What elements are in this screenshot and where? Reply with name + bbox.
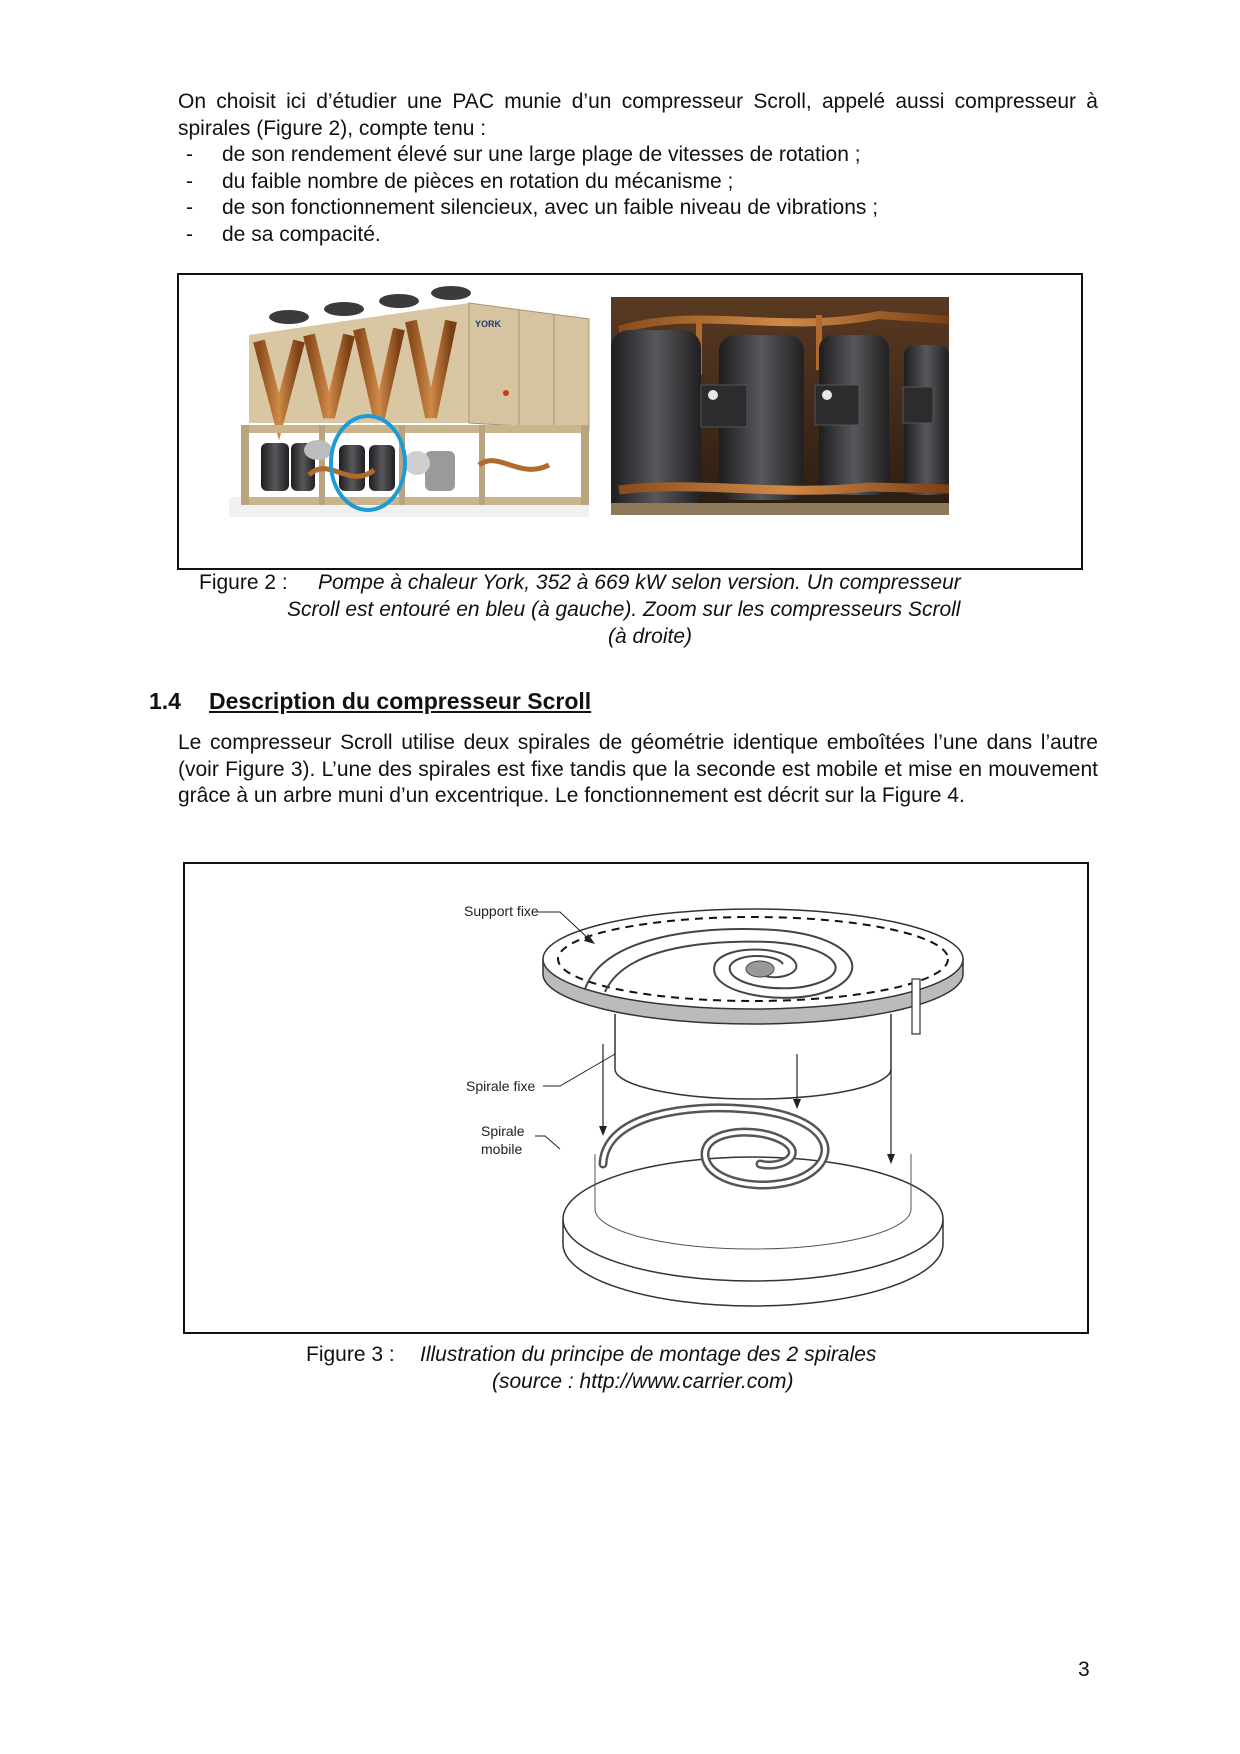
section-number: 1.4 [149,688,181,714]
body-paragraph: Le compresseur Scroll utilise deux spirales de géométrie identique emboîtées l’une dans l’autre (voir Figure 3). L’une des spirales est fixe tandis que la seconde est mobile et mise en mouvement grâce à un arbre muni d’un excentrique. Le fonctionnement est décrit sur la Figure 4. [178,731,1098,807]
assembly-arrows [599,1044,895,1164]
compressors-zoom-image [611,297,949,515]
figure-3-caption-label: Figure 3 : [306,1343,395,1366]
advantages-list [178,142,1098,248]
figure-2-caption-line2: Scroll est entouré en bleu (à gauche). Zoom sur les compresseurs Scroll [287,598,961,621]
figure-2-caption-line1: Pompe à chaleur York, 352 à 669 kW selon version. Un compresseur [318,571,961,594]
section-title: Description du compresseur Scroll [209,688,592,714]
label-spirale-fixe: Spirale fixe [466,1078,536,1094]
figure-2-caption-label: Figure 2 : [199,571,288,594]
list-item: - de sa compacité. [186,222,381,246]
figure-2-images [179,275,1081,568]
section-heading [149,688,591,715]
figure-3-caption-line1: Illustration du principe de montage des 2 spirales [420,1343,877,1366]
list-item: - du faible nombre de pièces en rotation du mécanisme ; [186,169,734,193]
figure-3-frame [183,862,1089,1334]
label-spirale-mobile-line2: mobile [481,1141,523,1157]
york-logo: YORK [475,319,502,329]
label-support-fixe: Support fixe [464,903,539,919]
figure-3-caption-line2: (source : http://www.carrier.com) [492,1370,794,1393]
page-number: 3 [1078,1658,1090,1681]
figure-2-frame [177,273,1083,570]
list-item: - de son fonctionnement silencieux, avec un faible niveau de vibrations ; [186,196,879,219]
fixed-spiral-cylinder [615,1014,891,1099]
intro-paragraph: On choisit ici d’étudier une PAC munie d’un compresseur Scroll, appelé aussi compresseur à spirales (Figure 2), compte tenu : [178,90,1098,140]
figure-2-caption-line3: (à droite) [608,625,693,648]
label-spirale-mobile-line1: Spirale [481,1123,525,1139]
scroll-assembly-diagram [185,864,1087,1332]
fixed-support-disc [543,909,963,1034]
list-item: - de son rendement élevé sur une large plage de vitesses de rotation ; [186,143,861,166]
mobile-scroll-base [563,1154,943,1306]
heat-pump-unit-image [229,286,589,517]
